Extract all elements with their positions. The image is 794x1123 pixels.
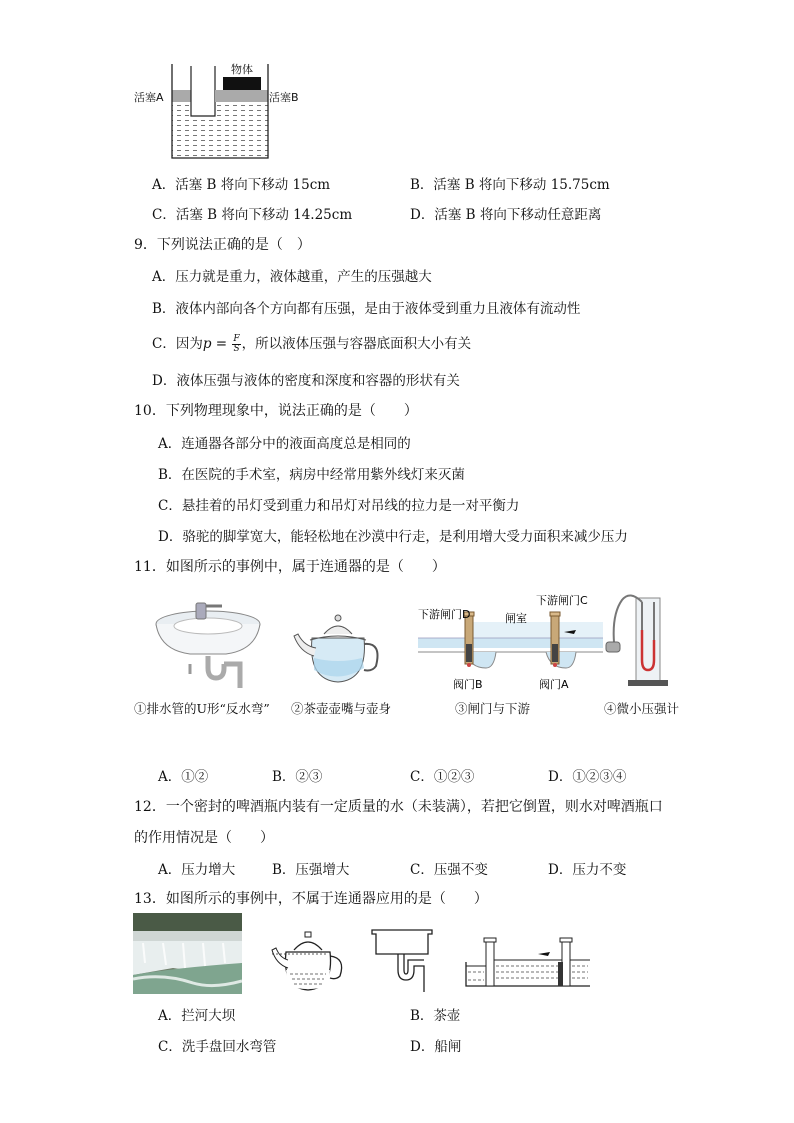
q10-option-d[interactable]: D．骆驼的脚掌宽大，能轻松地在沙漠中行走，是利用增大受力面积来减少压力	[158, 529, 628, 545]
sink-u-trap-figure	[150, 598, 270, 693]
q13-stem: 13．如图所示的事例中，不属于连通器应用的是（ ）	[134, 891, 488, 907]
label-valve-b: 阀门B	[453, 678, 483, 691]
q8-option-d[interactable]: D．活塞 B 将向下移动任意距离	[410, 207, 602, 223]
q12-stem-line1: 12．一个密封的啤酒瓶内装有一定质量的水（未装满），若把它倒置，则水对啤酒瓶口	[134, 799, 663, 815]
piston-b	[215, 90, 268, 102]
liquid	[172, 102, 268, 158]
q10-option-b[interactable]: B．在医院的手术室，病房中经常用紫外线灯来灭菌	[158, 467, 465, 483]
q9-option-a[interactable]: A．压力就是重力，液体越重，产生的压强越大	[152, 269, 432, 285]
piston-a	[172, 90, 191, 102]
formula-p: p	[202, 336, 212, 352]
q9-option-b[interactable]: B．液体内部向各个方向都有压强，是由于液体受到重力且液体有流动性	[152, 301, 581, 317]
q8-option-c[interactable]: C．活塞 B 将向下移动 14.25cm	[152, 207, 353, 223]
piston-container-figure	[128, 58, 308, 164]
q9-option-d[interactable]: D．液体压强与液体的密度和深度和容器的形状有关	[152, 373, 460, 389]
q10-option-a[interactable]: A．连通器各部分中的液面高度总是相同的	[158, 436, 411, 452]
q10-stem: 10．下列物理现象中，说法正确的是（ ）	[134, 403, 418, 419]
object-label: 物体	[231, 63, 253, 76]
formula-eq: =	[211, 336, 232, 352]
q8-option-b[interactable]: B．活塞 B 将向下移动 15.75cm	[410, 177, 610, 193]
q11-option-d[interactable]: D．①②③④	[548, 769, 627, 785]
label-gate-c: 下游闸门C	[536, 594, 588, 607]
q9-c-prefix: C．因为	[152, 336, 203, 352]
teapot-figure	[290, 608, 385, 688]
q12-option-b[interactable]: B．压强增大	[272, 862, 350, 878]
q13-option-b[interactable]: B．茶壶	[410, 1008, 461, 1024]
q9-option-c[interactable]	[152, 332, 471, 354]
object-block	[223, 77, 261, 90]
inner-tube	[191, 66, 215, 116]
label-chamber: 闸室	[505, 612, 527, 625]
q11-caption-2: ②茶壶壶嘴与壶身	[291, 701, 392, 716]
q12-option-d[interactable]: D．压力不变	[548, 862, 627, 878]
pressure-gauge-figure	[600, 590, 670, 690]
q11-caption-1: ①排水管的U形“反水弯”	[134, 701, 270, 716]
label-valve-a: 阀门A	[539, 678, 569, 691]
q11-option-a[interactable]: A．①②	[158, 769, 209, 785]
piston-b-label: 活塞B	[269, 91, 299, 104]
q9-c-suffix: ，所以液体压强与容器底面积大小有关	[241, 336, 472, 352]
q8-option-a[interactable]: A．活塞 B 将向下移动 15cm	[152, 177, 331, 193]
q9-stem: 9．下列说法正确的是（ ）	[134, 237, 311, 253]
q12-option-a[interactable]: A．压力增大	[158, 862, 236, 878]
q13-option-a[interactable]: A．拦河大坝	[158, 1008, 236, 1024]
ship-lock-figure	[418, 592, 608, 692]
q11-caption-3: ③闸门与下游	[455, 701, 531, 716]
formula-numerator: F	[233, 334, 240, 344]
formula-fraction	[232, 335, 240, 354]
q11-stem: 11．如图所示的事例中，属于连通器的是（ ）	[134, 559, 446, 575]
q11-option-c[interactable]: C．①②③	[410, 769, 475, 785]
formula-denominator: S	[233, 344, 240, 354]
q13-option-d[interactable]: D．船闸	[410, 1039, 462, 1055]
dam-photo	[133, 913, 242, 994]
q10-option-c[interactable]: C．悬挂着的吊灯受到重力和吊灯对吊线的拉力是一对平衡力	[158, 498, 520, 514]
piston-a-label: 活塞A	[134, 91, 164, 104]
q11-option-b[interactable]: B．②③	[272, 769, 323, 785]
sink-trap-line-figure	[368, 926, 436, 996]
ship-lock-line-figure	[464, 932, 594, 992]
teapot-line-figure	[268, 930, 348, 995]
q12-stem-line2: 的作用情况是（ ）	[134, 830, 274, 846]
q11-caption-4: ④微小压强计	[604, 701, 680, 716]
q12-option-c[interactable]: C．压强不变	[410, 862, 488, 878]
q13-option-c[interactable]: C．洗手盘回水弯管	[158, 1039, 277, 1055]
label-gate-d: 下游闸门D	[418, 608, 471, 621]
